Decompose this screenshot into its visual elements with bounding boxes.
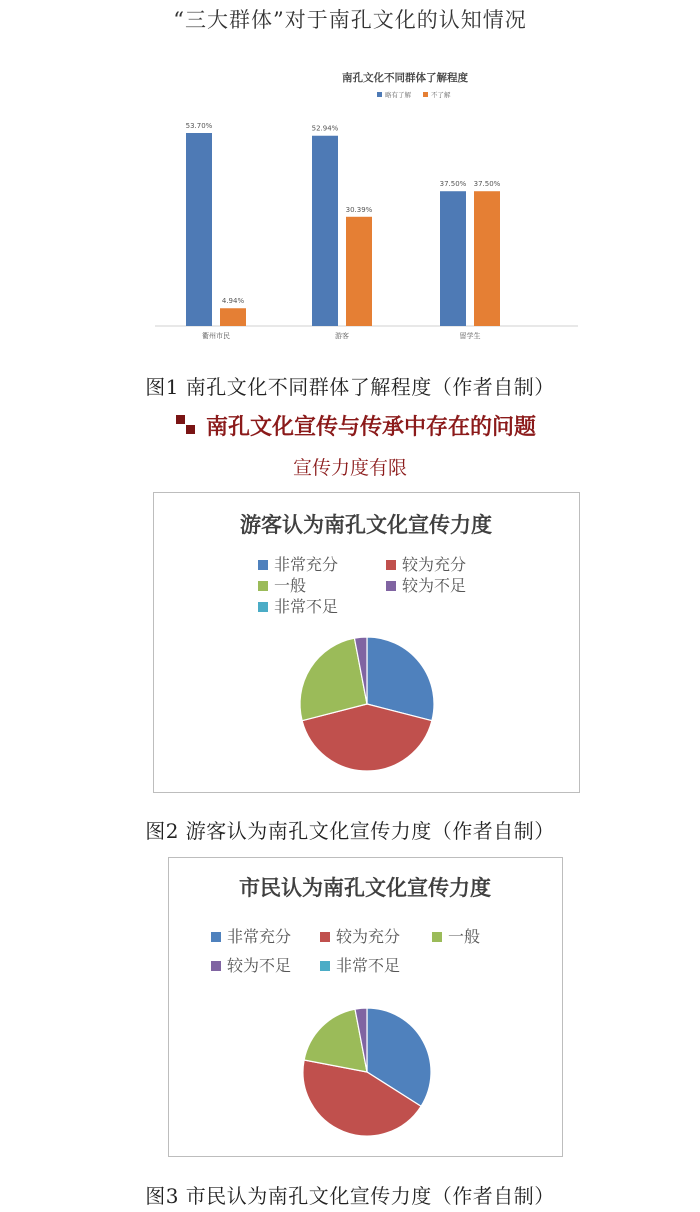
bar-chart [0,55,700,355]
legend-swatch [423,92,428,97]
bar-chart-marks [186,122,501,340]
legend-label: 较为不足 [402,576,467,595]
page-title: “三大群体”对于南孔文化的认知情况 [173,8,527,32]
legend-swatch [258,560,268,570]
bar-data-label: 52.94% [311,124,339,133]
bar [474,191,500,326]
heading-square-icon [186,425,195,434]
bar-data-label: 37.50% [473,180,501,189]
bar-data-label: 53.70% [185,122,213,130]
legend-swatch [211,932,221,942]
legend-label: 略有了解 [385,91,411,99]
heading-square-icon [176,415,185,424]
legend-label: 非常不足 [336,956,401,975]
legend-swatch [211,961,221,971]
bar [186,133,212,326]
legend-swatch [386,560,396,570]
category-tick-label: 衢州市民 [202,332,230,340]
bar-chart-title: 南孔文化不同群体了解程度 [342,72,468,84]
pie-chart-title: 游客认为南孔文化宣传力度 [240,513,492,537]
legend-swatch [432,932,442,942]
bar-data-label: 37.50% [439,180,467,189]
bar-data-label: 30.39% [345,205,373,214]
legend-label: 非常充分 [227,927,292,946]
legend-label: 较为不足 [227,956,292,975]
figure-2-caption: 图2 游客认为南孔文化宣传力度（作者自制） [145,819,555,843]
legend-swatch [320,961,330,971]
section-heading: 南孔文化宣传与传承中存在的问题 [206,415,537,440]
figure-3-caption: 图3 市民认为南孔文化宣传力度（作者自制） [145,1184,555,1208]
bar-data-label: 4.94% [221,297,245,306]
bar [312,136,338,326]
figure-1-caption: 图1 南孔文化不同群体了解程度（作者自制） [145,375,555,399]
category-tick-label: 游客 [335,332,349,340]
legend-swatch [386,581,396,591]
bar [440,191,466,326]
legend-label: 较为充分 [402,555,467,574]
section-subheading: 宣传力度有限 [292,457,407,479]
bar-chart-legend [377,90,451,99]
pie-chart-tourists [153,492,580,793]
pie-chart-citizens [168,857,563,1157]
category-tick-label: 留学生 [459,332,481,340]
legend-swatch [258,602,268,612]
legend-swatch [320,932,330,942]
legend-swatch [258,581,268,591]
legend-swatch [377,92,382,97]
legend-label: 一般 [274,576,307,595]
pie-chart-title: 市民认为南孔文化宣传力度 [239,876,491,900]
legend-label: 非常充分 [274,555,339,574]
legend-label: 一般 [448,927,481,946]
bar [346,217,372,326]
legend-label: 较为充分 [336,927,401,946]
bar [220,308,246,326]
legend-label: 非常不足 [274,597,339,616]
legend-label: 不了解 [431,91,451,99]
